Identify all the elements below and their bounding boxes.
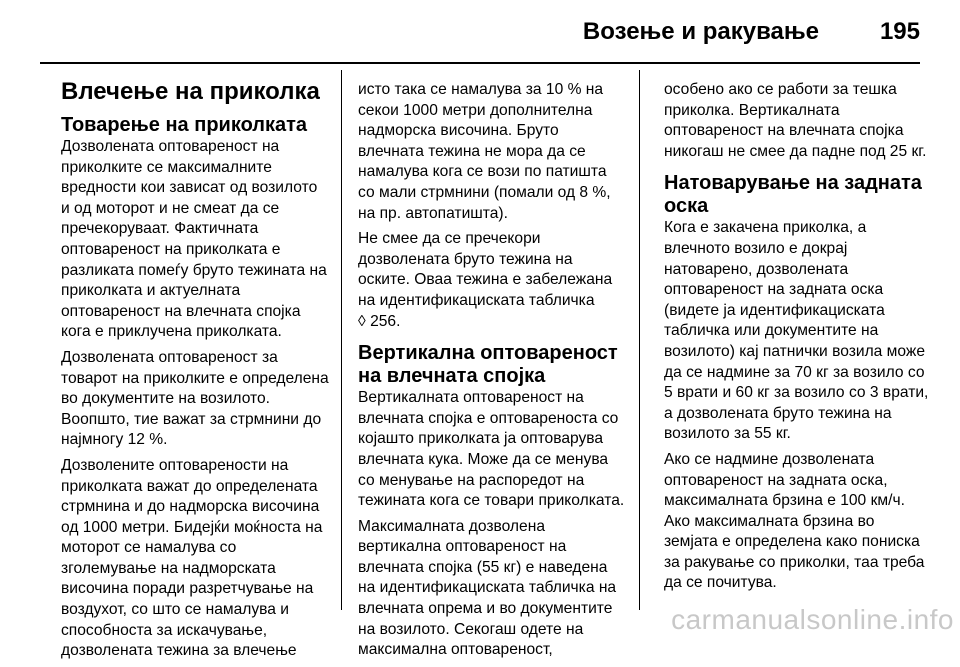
paragraph: исто така се намалува за 10 % на секои 1000 метри дополнителна надморска височина. Бруто влечната тежина не мора да се намалува кога се вози по патишта со мали стрмнини (помали од 8 %, на пр. автопатишта). <box>358 81 611 222</box>
page-header <box>40 0 920 62</box>
paragraph: Дозволената оптовареност на приколките се максималните вредности кои зависат од возилото и од моторот и не смеат да се пречекоруваат. Фактичната оптовареност на приколката е разликата помеѓу бруто тежината на приколката и актуелната оптовареност на влечната спојка кога е приклучена приколката. <box>61 138 327 341</box>
paragraph: Вертикалната оптовареност на влечната спојка е оптовареноста со којашто приколката ја оптоварува влечната кука. Може да се менува со менување на распоредот на тежината кога се товари приколката. <box>358 389 625 510</box>
reference-page: 256. <box>370 312 401 330</box>
subsection-heading: Товарење на приколката <box>61 114 308 136</box>
running-title: Возење и ракување <box>582 18 819 45</box>
subsection-heading: Вертикална оптовареност на влечната спојка <box>358 342 618 388</box>
paragraph: особено ако се работи за тешка приколка. Вертикалната оптовареност на влечната спојка никогаш не смее да падне под 25 кг. <box>664 81 927 160</box>
page-reference-link[interactable] <box>358 313 400 330</box>
watermark: carmanualsonline.info <box>671 604 954 635</box>
paragraph: Максималната дозволена вертикална оптовареност на влечната спојка (55 кг) е наведена на идентификациската табличка на влечната опрема и во документите на возилото. Секогаш одете на максимална оптовареност, <box>358 517 617 659</box>
paragraph-text: Не смее да се пречекори дозволената бруто тежина на оските. Оваа тежина е забележана на идентификациската табличка <box>358 230 613 309</box>
reference-arrow-icon: ◊ <box>358 312 366 330</box>
paragraph <box>358 229 626 332</box>
column-divider-1 <box>341 70 342 610</box>
column-1 <box>61 78 329 667</box>
header-rule <box>40 62 920 64</box>
page-number: 195 <box>879 18 920 45</box>
paragraph: Дозволената оптовареност за товарот на приколките е определена во документите на возилото. Воопшто, тие важат за стрмнини до најмногу 12 %. <box>61 348 329 449</box>
subsection-heading: Натоварување на задната оска <box>664 172 922 218</box>
paragraph: Ако се надмине дозволената оптовареност на задната оска, максималната брзина е 100 км/ч. Ако максималната брзина во земјата е определена како пониска за ракување со приколки, таа треба да се почитува. <box>664 450 925 592</box>
section-heading: Влечење на приколка <box>61 78 320 105</box>
column-2 <box>358 80 626 666</box>
paragraph: Кога е закачена приколка, а влечното возило е докрај натоварено, дозволената оптовареност на задната оска (видете ја идентификациската табличка или документите на возилото) кај патнички возила може да се надмине за 70 кг за возило со 5 врати и 60 кг за возило со 3 врати, а дозволената бруто тежина на возилото за 55 кг. <box>664 219 929 443</box>
paragraph: Дозволените оптоварености на приколката важат до определената стрмнина и до надморска височина од 1000 метри. Бидејќи моќноста на моторот се намалува со зголемување на надморската височина поради разретчување на воздухот, со што се намалува и способноста за искачување, дозволената тежина за влечење <box>61 456 323 660</box>
column-divider-2 <box>639 70 640 610</box>
column-3 <box>664 80 930 599</box>
